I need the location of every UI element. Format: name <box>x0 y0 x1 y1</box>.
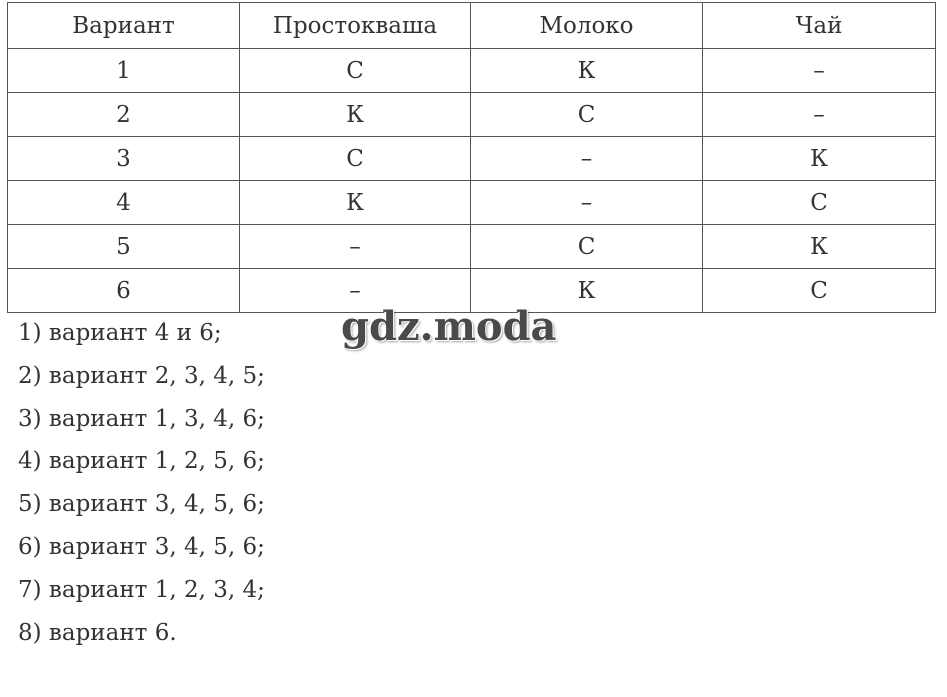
answer-option: 3) вариант 1, 3, 4, 6; <box>18 405 265 432</box>
header-prostokvasha: Простокваша <box>240 3 471 49</box>
table-cell: С <box>471 225 703 269</box>
table-cell: 4 <box>8 181 240 225</box>
answer-option: 7) вариант 1, 2, 3, 4; <box>18 576 265 603</box>
header-moloko: Молоко <box>471 3 703 49</box>
table-cell: С <box>471 93 703 137</box>
table-cell: С <box>240 137 471 181</box>
table-cell: 5 <box>8 225 240 269</box>
table-cell: 2 <box>8 93 240 137</box>
table-row <box>8 225 936 269</box>
table-cell: К <box>703 137 936 181</box>
answer-option: 2) вариант 2, 3, 4, 5; <box>18 362 265 389</box>
table-row <box>8 49 936 93</box>
table-header-row <box>8 3 936 49</box>
answer-options-list <box>18 312 265 654</box>
answer-option: 4) вариант 1, 2, 5, 6; <box>18 448 265 475</box>
table-row <box>8 93 936 137</box>
table-cell: К <box>471 49 703 93</box>
table-cell: – <box>471 137 703 181</box>
answer-option: 6) вариант 3, 4, 5, 6; <box>18 533 265 560</box>
table-cell: 3 <box>8 137 240 181</box>
table-cell: – <box>240 225 471 269</box>
table-cell: К <box>240 181 471 225</box>
answer-option: 1) вариант 4 и 6; <box>18 320 222 346</box>
table-cell: 1 <box>8 49 240 93</box>
table-cell: 6 <box>8 269 240 313</box>
watermark: gdz.moda <box>341 303 557 350</box>
header-variant: Вариант <box>8 3 240 49</box>
table-cell: – <box>703 49 936 93</box>
table-cell: С <box>703 181 936 225</box>
variants-table <box>7 2 936 313</box>
header-chai: Чай <box>703 3 936 49</box>
table-cell: – <box>471 181 703 225</box>
answer-option: 8) вариант 6. <box>18 619 177 646</box>
table-row <box>8 181 936 225</box>
table-cell: К <box>703 225 936 269</box>
table-cell: – <box>240 269 471 313</box>
table-cell: С <box>703 269 936 313</box>
answer-option: 5) вариант 3, 4, 5, 6; <box>18 491 265 518</box>
table-cell: К <box>471 269 703 313</box>
table-cell: С <box>240 49 471 93</box>
table-cell: – <box>703 93 936 137</box>
table-cell: К <box>240 93 471 137</box>
table-row <box>8 137 936 181</box>
